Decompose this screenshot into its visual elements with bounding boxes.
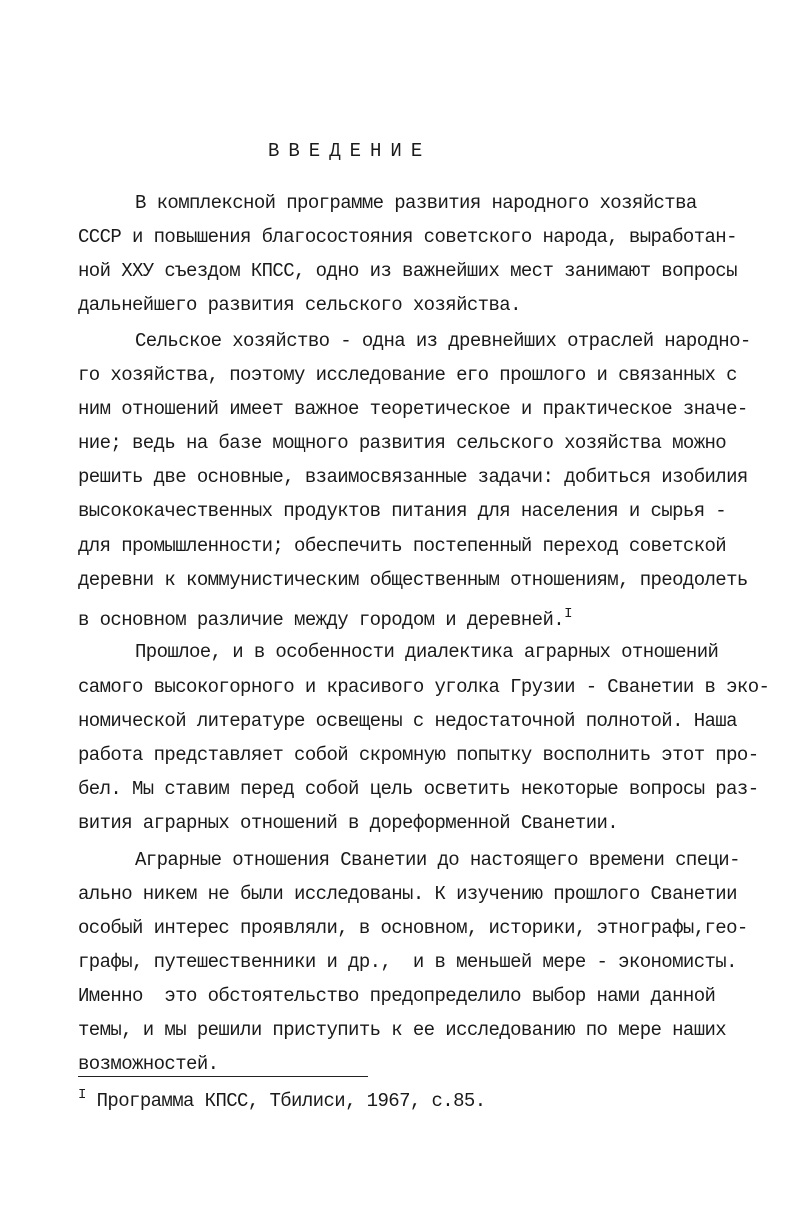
footnote-text: Программа КПСС, Тбилиси, 1967, с.85. — [96, 1090, 486, 1112]
text-line: вития аграрных отношений в дореформенной Сванетии. — [78, 812, 619, 834]
text-line: Именно это обстоятельство предопределило выбор нами данной — [78, 985, 716, 1007]
text-line: самого высокогорного и красивого уголка Грузии - Сванетии в эко- — [78, 676, 770, 698]
text-line: высококачественных продуктов питания для населения и сырья - — [78, 500, 727, 522]
text-line: бел. Мы ставим перед собой цель осветить некоторые вопросы раз- — [78, 778, 759, 800]
text-line: го хозяйства, поэтому исследование его прошлого и связанных с — [78, 364, 737, 386]
text-line: возможностей. — [78, 1053, 219, 1075]
text-line: ально никем не были исследованы. К изучению прошлого Сванетии — [78, 883, 737, 905]
text-line: номической литературе освещены с недостаточной полнотой. Наша — [78, 710, 737, 732]
footnote-reference: I — [564, 606, 572, 622]
text-line: темы, и мы решили приступить к ее исследованию по мере наших — [78, 1019, 727, 1041]
text-line: в основном различие между городом и деревней.$^I$ — [78, 606, 572, 631]
text-line: В комплексной программе развития народного хозяйства — [135, 192, 697, 214]
text-line: Прошлое, и в особенности диалектика аграрных отношений — [135, 641, 719, 663]
text-line: ной ХХУ съездом КПСС, одно из важнейших мест занимают вопросы — [78, 260, 737, 282]
text-line: Аграрные отношения Сванетии до настоящего времени специ- — [135, 849, 740, 871]
text-line: ним отношений имеет важное теоретическое и практическое значе- — [78, 398, 748, 420]
text-line: СССР и повышения благосостояния советского народа, выработан- — [78, 226, 737, 248]
footnote-divider — [78, 1076, 368, 1077]
text-line: работа представляет собой скромную попытку восполнить этот про- — [78, 744, 759, 766]
text-line: деревни к коммунистическим общественным отношениям, преодолеть — [78, 569, 748, 591]
text-line: ние; ведь на базе мощного развития сельского хозяйства можно — [78, 432, 727, 454]
page-title: ВВЕДЕНИЕ — [268, 140, 432, 162]
footnote-mark: I — [78, 1087, 86, 1103]
text-line: для промышленности; обеспечить постепенный переход советской — [78, 535, 727, 557]
text-line: графы, путешественники и др., и в меньшей мере - экономисты. — [78, 951, 737, 973]
text-line: решить две основные, взаимосвязанные задачи: добиться изобилия — [78, 466, 748, 488]
text-line: Сельское хозяйство - одна из древнейших отраслей народно- — [135, 330, 751, 352]
text-line: дальнейшего развития сельского хозяйства. — [78, 294, 521, 316]
text-line: особый интерес проявляли, в основном, историки, этнографы,гео- — [78, 917, 748, 939]
footnote — [78, 1084, 486, 1112]
